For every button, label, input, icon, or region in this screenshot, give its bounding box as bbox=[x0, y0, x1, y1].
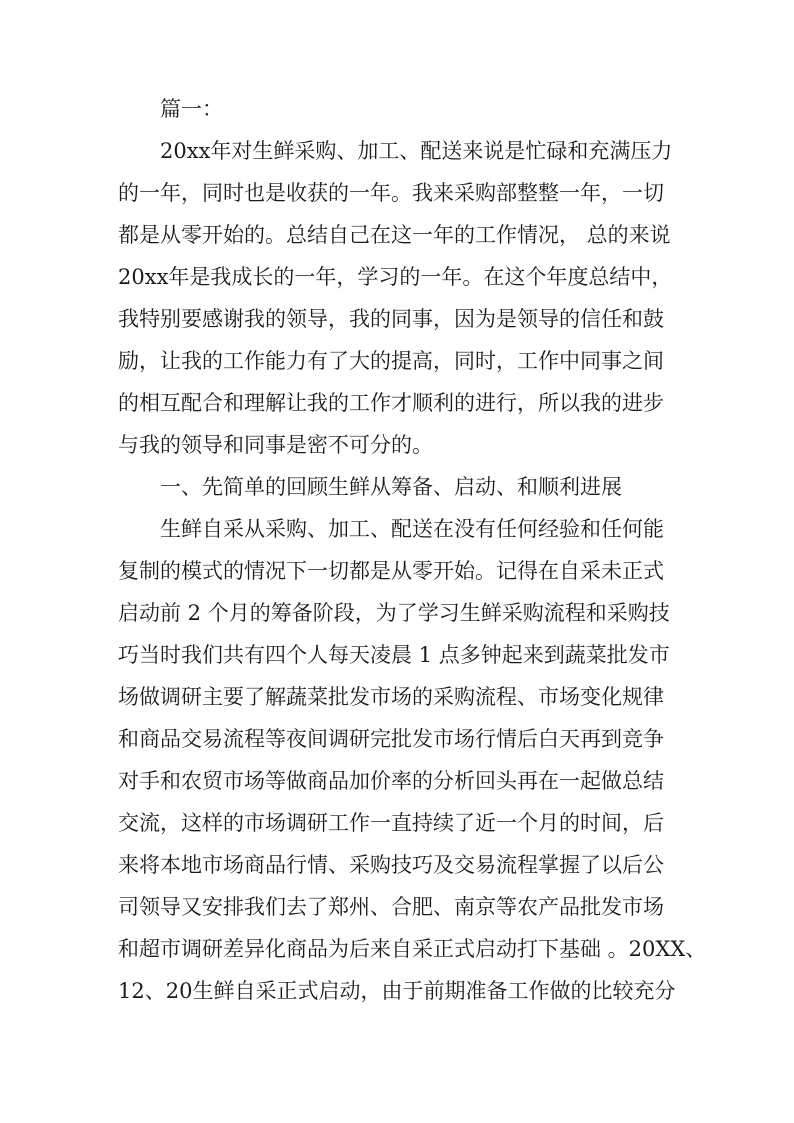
paragraph-line: 与我的领导和同事是密不可分的。 bbox=[118, 433, 433, 457]
paragraph-line: 的一年，同时也是收获的一年。我来采购部整整一年，一切 bbox=[118, 181, 664, 205]
paragraph-line: 启动前 2 个月的筹备阶段，为了学习生鲜采购流程和采购技 bbox=[118, 601, 670, 625]
paragraph-line: 来将本地市场商品行情、采购技巧及交易流程掌握了以后公 bbox=[118, 853, 664, 877]
paragraph-line: 12、20生鲜自采正式启动，由于前期准备工作做的比较充分 bbox=[118, 979, 676, 1003]
paragraph-line: 的相互配合和理解让我的工作才顺利的进行，所以我的进步 bbox=[118, 391, 664, 415]
document-heading: 篇一： bbox=[160, 97, 223, 121]
paragraph-line: 对手和农贸市场等做商品加价率的分析回头再在一起做总结 bbox=[118, 769, 664, 793]
paragraph-line: 交流，这样的市场调研工作一直持续了近一个月的时间，后 bbox=[118, 811, 664, 835]
paragraph-line: 我特别要感谢我的领导，我的同事，因为是领导的信任和鼓 bbox=[118, 307, 664, 331]
paragraph-line: 和商品交易流程等夜间调研完批发市场行情后白天再到竞争 bbox=[118, 727, 664, 751]
paragraph-line: 复制的模式的情况下一切都是从零开始。记得在自采未正式 bbox=[118, 559, 664, 583]
paragraph-line: 场做调研主要了解蔬菜批发市场的采购流程、市场变化规律 bbox=[118, 685, 664, 709]
paragraph-line: 生鲜自采从采购、加工、配送在没有任何经验和任何能 bbox=[160, 517, 664, 541]
paragraph-line: 司领导又安排我们去了郑州、合肥、南京等农产品批发市场 bbox=[118, 895, 664, 919]
section-heading: 一、先简单的回顾生鲜从筹备、启动、和顺利进展 bbox=[160, 475, 622, 499]
paragraph-line: 20xx年对生鲜采购、加工、配送来说是忙碌和充满压力 bbox=[160, 139, 673, 163]
paragraph-line: 巧当时我们共有四个人每天凌晨 1 点多钟起来到蔬菜批发市 bbox=[118, 643, 670, 667]
paragraph-line: 励，让我的工作能力有了大的提高，同时，工作中同事之间 bbox=[118, 349, 664, 373]
paragraph-line: 和超市调研差异化商品为后来自采正式启动打下基础 。20XX、 bbox=[118, 937, 707, 961]
paragraph-line: 20xx年是我成长的一年，学习的一年。在这个年度总结中， bbox=[118, 265, 673, 289]
paragraph-line: 都是从零开始的。总结自己在这一年的工作情况， 总的来说 bbox=[118, 223, 671, 247]
